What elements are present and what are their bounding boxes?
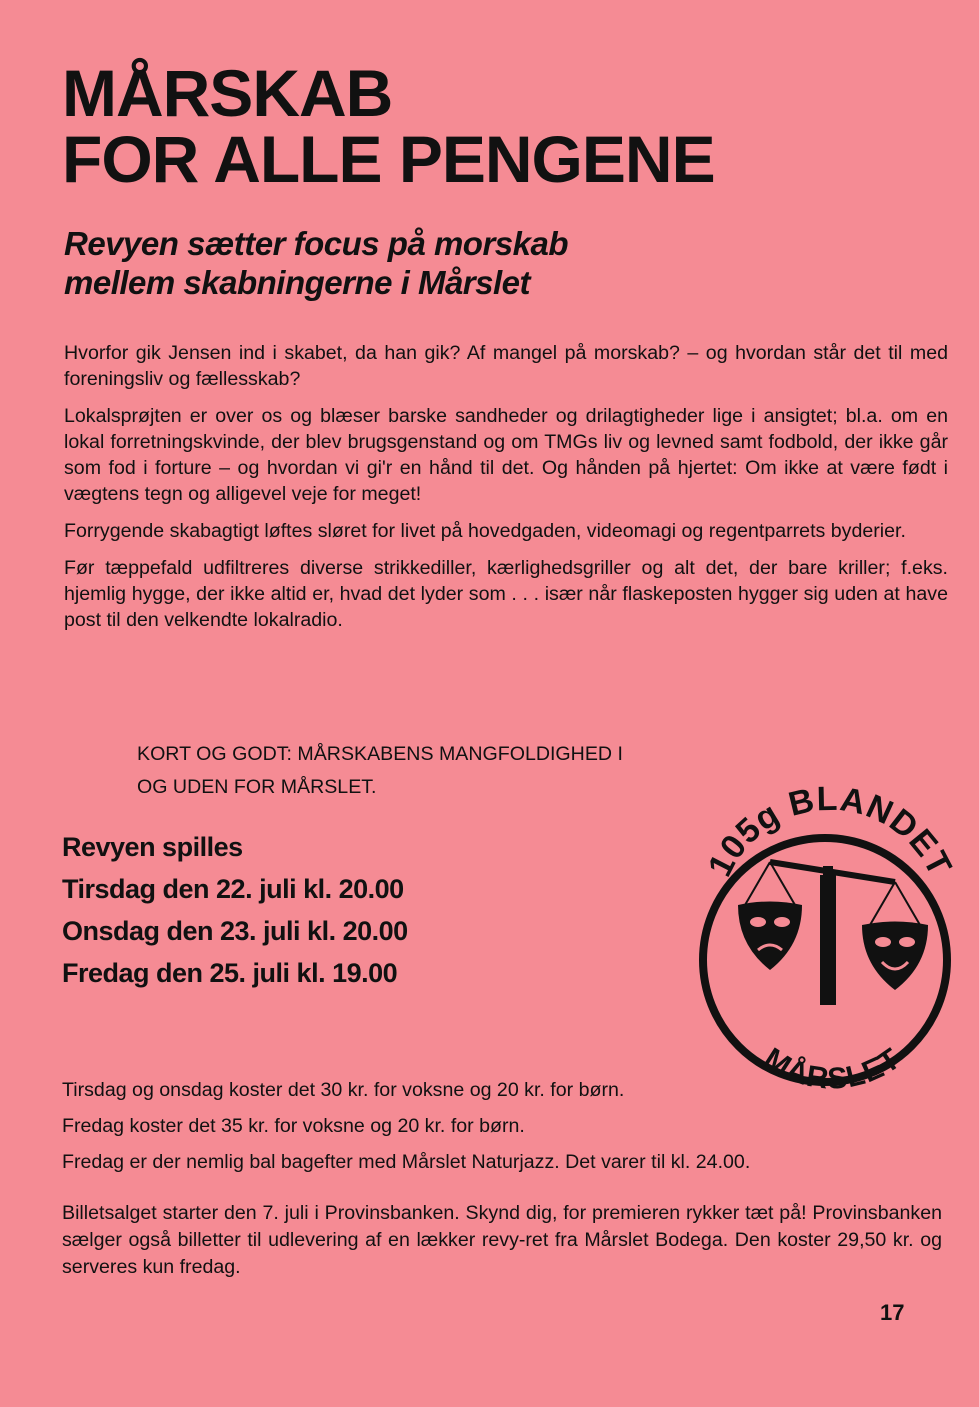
show-schedule (62, 826, 408, 994)
kort-line-2: OG UDEN FOR MÅRSLET. (137, 776, 377, 798)
scales-with-theatre-masks-icon (738, 862, 928, 1005)
title-line-1: MÅRSKAB (62, 56, 393, 130)
paragraph-1: Hvorfor gik Jensen ind i skabet, da han gik? Af mangel på morskab? – og hvordan står det til med foreningsliv og fællesskab? (64, 342, 948, 390)
price-line: Fredag er der nemlig bal bagefter med Mårslet Naturjazz. Det varer til kl. 24.00. (62, 1151, 751, 1173)
price-line: Tirsdag og onsdag koster det 30 kr. for voksne og 20 kr. for børn. (62, 1079, 625, 1101)
show-date: Tirsdag den 22. juli kl. 20.00 (62, 874, 404, 904)
blandet-marslet-logo (690, 770, 960, 1120)
show-date: Onsdag den 23. juli kl. 20.00 (62, 916, 408, 946)
ticket-info: Billetsalget starter den 7. juli i Provinsbanken. Skynd dig, for premieren rykker tæt på! Provinsbanken sælger også billetter til udlevering af en lækker revy-ret fra Mårslet Bodega. Den koster 29,50 kr. og serveres kun fredag. (62, 1202, 942, 1278)
subtitle-line-1: Revyen sætter focus på morskab (64, 225, 569, 262)
schedule-heading: Revyen spilles (62, 832, 243, 862)
subtitle-line-2: mellem skabningerne i Mårslet (64, 264, 531, 301)
page-number: 17 (880, 1300, 905, 1325)
paragraph-4: Før tæppefald udfiltreres diverse strikkediller, kærlighedsgriller og alt det, der bare kriller; f.eks. hjemlig hygge, der ikke altid er, hvad det lyder som . . . især når flaskeposten hygger sig uden at have post til den velkendte lokalradio. (64, 557, 948, 631)
kort-line-1: KORT OG GODT: MÅRSKABENS MANGFOLDIGHED I (137, 743, 623, 765)
title-line-2: FOR ALLE PENGENE (62, 122, 715, 196)
price-line: Fredag koster det 35 kr. for voksne og 20 kr. for børn. (62, 1115, 525, 1137)
paragraph-2: Lokalsprøjten er over os og blæser barske sandheder og drilagtigheder lige i ansigtet; bl.a. om en lokal forretningskvinde, der blev brugsgenstand og om TMGs liv og levned samt fodbold, der ikke går som fod i forture – og hvordan vi gi'r en hånd til det. Og hånden på hjertet: Om ikke at være født i vægtens tegn og alligevel veje for meget! (64, 405, 948, 505)
article-body (64, 340, 948, 644)
logo-top-text: 105g BLANDET (700, 779, 960, 883)
prices (62, 1072, 942, 1180)
logo-bottom-text: MÅRSLET (758, 1041, 907, 1096)
subtitle (64, 224, 568, 302)
paragraph-3: Forrygende skabagtigt løftes sløret for livet på hovedgaden, videomagi og regentparrets byderier. (64, 520, 906, 542)
page-title (62, 56, 715, 196)
show-date: Fredag den 25. juli kl. 19.00 (62, 958, 398, 988)
